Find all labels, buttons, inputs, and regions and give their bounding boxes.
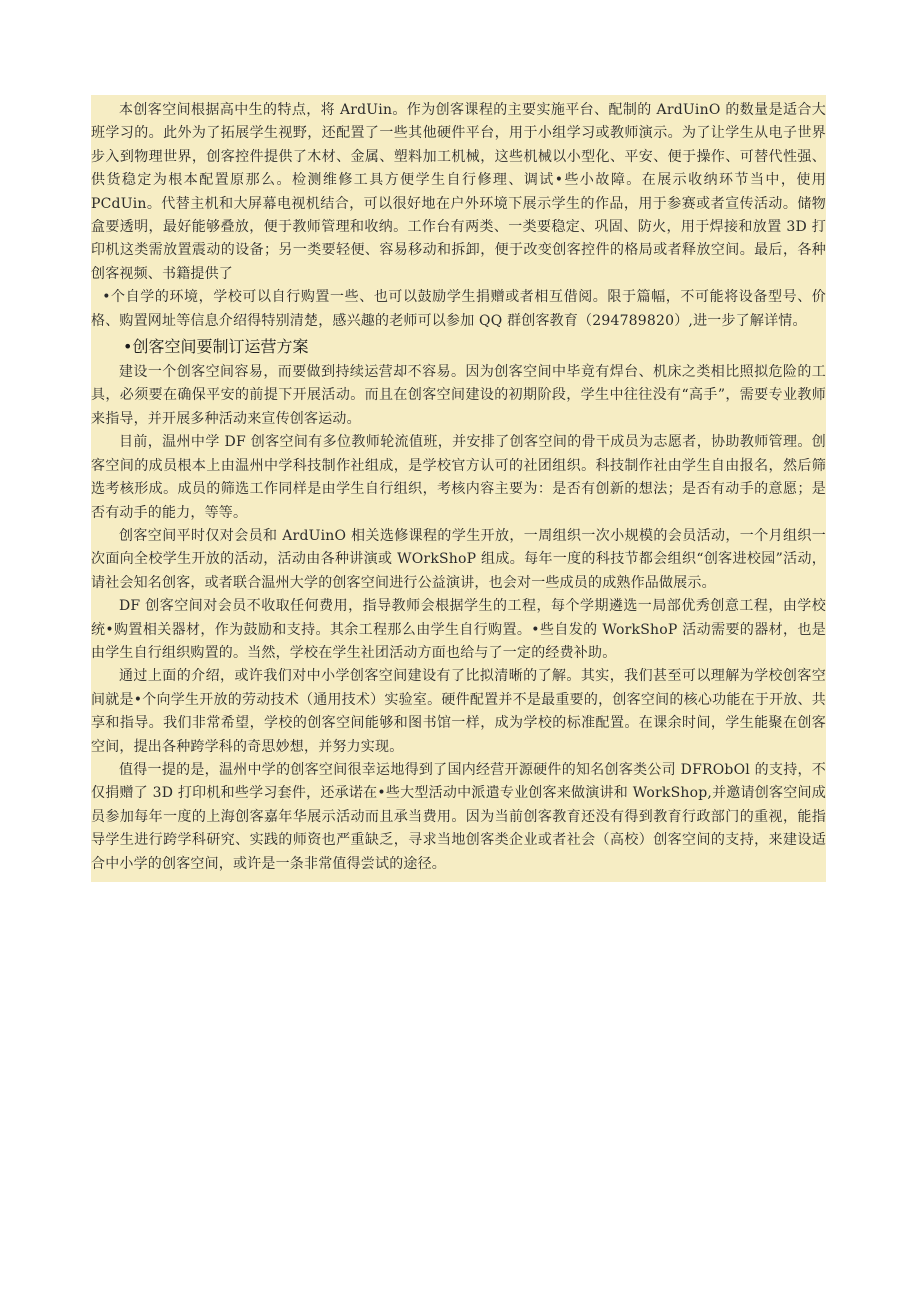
paragraph-management: 目前，温州中学 DF 创客空间有多位教师轮流值班，并安排了创客空间的骨干成员为志愿者，协助教师管理。创客空间的成员根本上由温州中学科技制作社组成，是学校官方认可的社团组织。科技制作社由学生自由报名，然后筛选考核形成。成员的筛选工作同样是由学生自行组织，考核内容主要为：是否有创新的想法；是否有动手的意愿；是否有动手的能力，等等。	[91, 434, 826, 521]
paragraph-activities: 创客空间平时仅对会员和 ArdUinO 相关选修课程的学生开放，一周组织一次小规模的会员活动，一个月组织一次面向全校学生开放的活动，活动由各种讲演或 WOrkShoP 组成。每年一度的科技节都会组织“创客进校园”活动，请社会知名创客，或者联合温州大学的创客空间进行公益演讲，也会对一些成员的成熟作品做展示。	[91, 527, 826, 591]
section-heading: •创客空间要制订运营方案	[123, 337, 309, 357]
paragraph-self-study: •个自学的环境，学校可以自行购置一些、也可以鼓励学生捐赠或者相互借阅。限于篇幅，不可能将设备型号、价格、购置网址等信息介绍得特别清楚，感兴趣的老师可以参加 QQ 群创客教育（294789820）,进一步了解详情。	[91, 289, 826, 329]
paragraph-summary: 通过上面的介绍，或许我们对中小学创客空间建设有了比拟清晰的了解。其实，我们甚至可以理解为学校创客空间就是•个向学生开放的劳动技术（通用技术）实验室。硬件配置并不是最重要的，创客空间的核心功能在于开放、共享和指导。我们非常希望，学校的创客空间能够和图书馆一样，成为学校的标准配置。在课余时间，学生能聚在创客空间，提出各种跨学科的奇思妙想，并努力实现。	[91, 668, 826, 755]
paragraph-funding: DF 创客空间对会员不收取任何费用，指导教师会根据学生的工程，每个学期遴选一局部优秀创意工程，由学校统•购置相关器材，作为鼓励和支持。其余工程那么由学生自行购置。•些自发的 WorkShoP 活动需要的器材，也是由学生自行组织购置的。当然，学校在学生社团活动方面也给与了一定的经费补助。	[91, 598, 826, 661]
paragraph-equipment: 本创客空间根据高中生的特点，将 ArdUin。作为创客课程的主要实施平台、配制的 ArdUinO 的数量是适合大班学习的。此外为了拓展学生视野，还配置了一些其他硬件平台，用于小组学习或教师演示。为了让学生从电子世界步入到物理世界，创客控件提供了木材、金属、塑料加工机械，这些机械以小型化、平安、便于操作、可替代性强、供货稳定为根本配置原那么。检测维修工具方便学生自行修理、调试•些小故障。在展示收纳环节当中，使用 PCdUin。代替主机和大屏幕电视机结合，可以很好地在户外环境下展示学生的作品，用于参赛或者宣传活动。储物盒要透明，最好能够叠放，便于教师管理和收纳。工作台有两类、一类要稳定、巩固、防火，用于焊接和放置 3D 打印机这类需放置震动的设备；另一类要轻便、容易移动和拆卸，便于改变创客控件的格局或者释放空间。最后，各种创客视频、书籍提供了	[91, 102, 826, 282]
highlighted-text-block	[91, 95, 826, 882]
paragraph-operation: 建设一个创客空间容易，而要做到持续运营却不容易。因为创客空间中毕竟有焊台、机床之类相比照拟危险的工具，必须要在确保平安的前提下开展活动。而且在创客空间建设的初期阶段，学生中往往没有“高手”，需要专业教师来指导，并开展多种活动来宣传创客运动。	[91, 364, 826, 427]
paragraph-support: 值得一提的是，温州中学的创客空间很幸运地得到了国内经营开源硬件的知名创客类公司 DFRObOl 的支持，不仅捐赠了 3D 打印机和些学习套件，还承诺在•些大型活动中派遣专业创客来做演讲和 WorkShop,并邀请创客空间成员参加每年一度的上海创客嘉年华展示活动而且承当费用。因为当前创客教育还没有得到教育行政部门的重视，能指导学生进行跨学科研究、实践的师资也严重缺乏，寻求当地创客类企业或者社会（高校）创客空间的支持，来建设适合中小学的创客空间，或许是一条非常值得尝试的途径。	[91, 761, 826, 872]
